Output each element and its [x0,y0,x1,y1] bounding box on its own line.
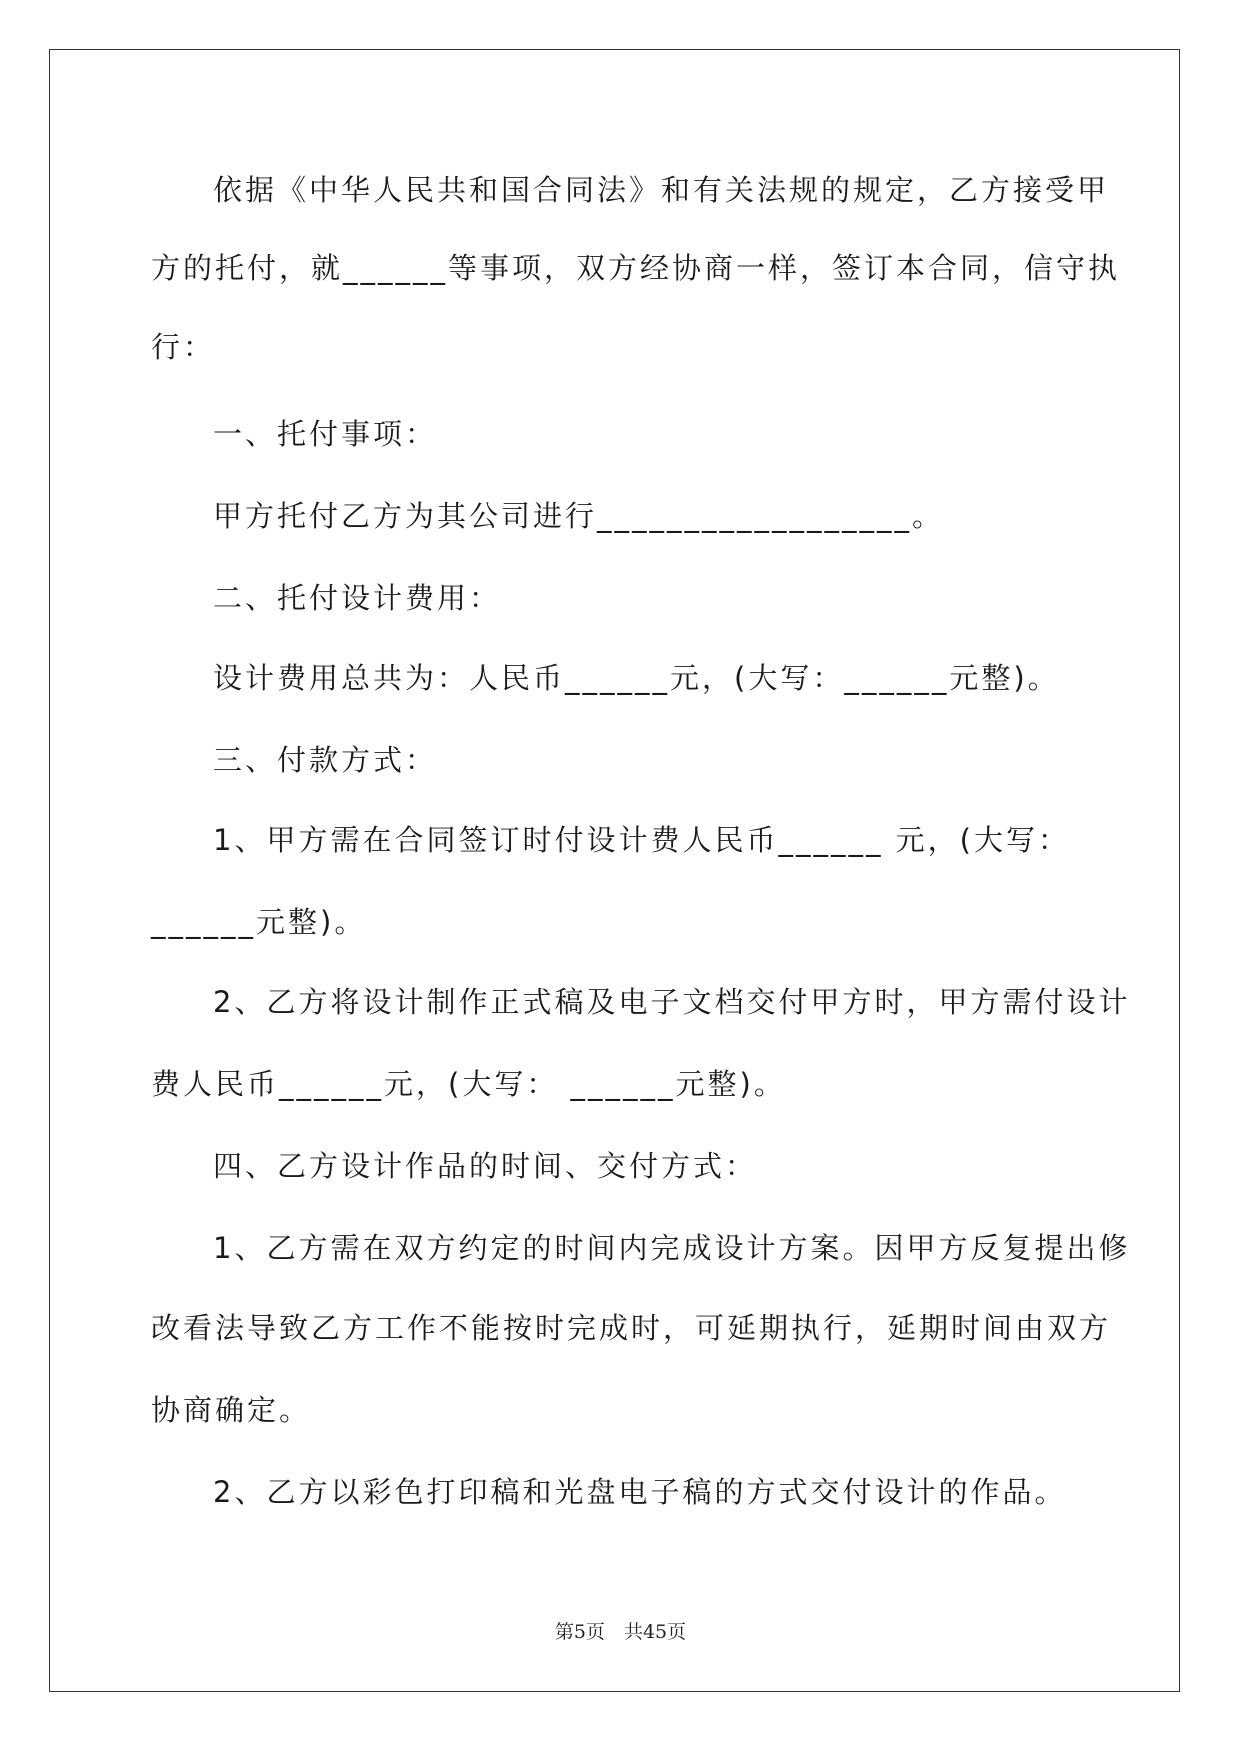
section-heading: 三、付款方式： [213,743,438,777]
page-footer: 第5页 共45页 [554,1621,687,1643]
paragraph-line: 改看法导致乙方工作不能按时完成时，可延期执行，延期时间由双方 [151,1311,1112,1345]
page-border [49,49,1180,1692]
paragraph-line: 方的托付，就______等事项，双方经协商一样，签订本合同，信守执 [151,251,1121,285]
paragraph-line: 依据《中华人民共和国合同法》和有关法规的规定，乙方接受甲 [213,173,1110,207]
paragraph-line: 行： [151,330,216,364]
paragraph-line: 费人民币______元，(大写： ______元整)。 [151,1067,786,1101]
paragraph-line: ______元整)。 [151,905,367,939]
section-heading: 一、托付事项： [213,417,438,451]
section-heading: 二、托付设计费用： [213,581,502,615]
paragraph-line: 2、乙方以彩色打印稿和光盘电子稿的方式交付设计的作品。 [213,1475,1067,1509]
paragraph-line: 1、乙方需在双方约定的时间内完成设计方案。因甲方反复提出修 [213,1231,1131,1265]
paragraph-line: 甲方托付乙方为其公司进行__________________。 [213,499,945,533]
paragraph-line: 协商确定。 [151,1393,312,1427]
paragraph-line: 1、甲方需在合同签订时付设计费人民币______ 元，(大写： [213,823,1070,857]
section-heading: 四、乙方设计作品的时间、交付方式： [213,1149,758,1183]
paragraph-line: 设计费用总共为：人民币______元，(大写：______元整)。 [213,661,1060,695]
paragraph-line: 2、乙方将设计制作正式稿及电子文档交付甲方时，甲方需付设计 [213,985,1131,1019]
